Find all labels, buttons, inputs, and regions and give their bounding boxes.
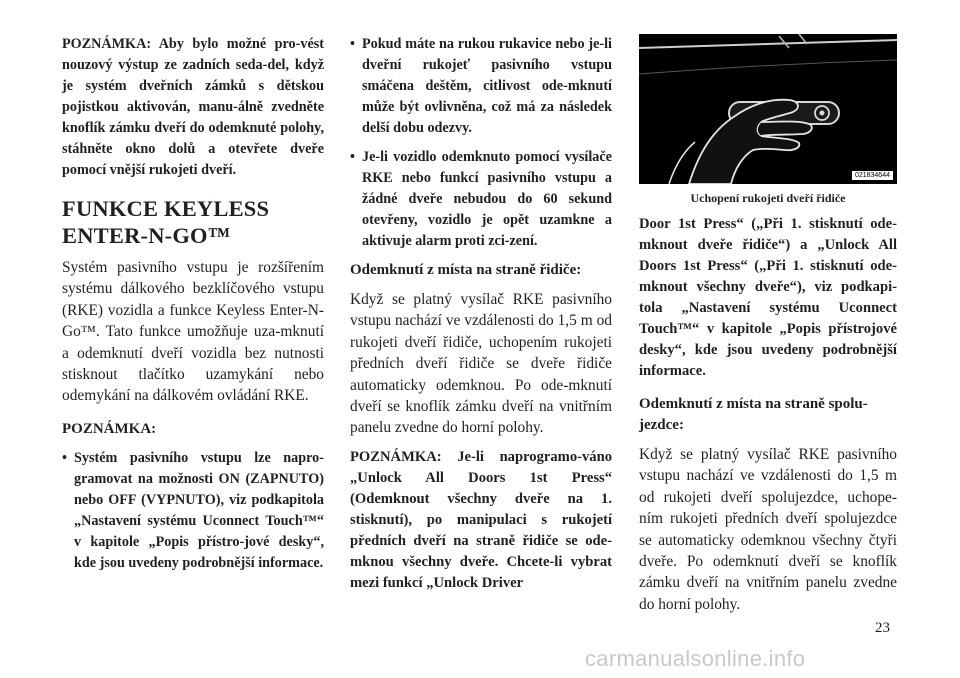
bullet-text: Systém pasivního vstupu lze napro-gramovat na možnosti ON (ZAPNUTO) nebo OFF (VYPNUTO), viz podkapitola „Nastavení systému Uconnect Touch™“ v kapitole „Popis přístro-jové desky“, kde jsou uvedeny podrobnější informace.: [74, 449, 324, 571]
bullet-icon: •: [350, 36, 355, 52]
note-bullets-middle: [350, 34, 612, 252]
subheading-driver-unlock: Odemknutí z místa na straně řidiče:: [350, 262, 582, 278]
column-right: [639, 34, 897, 615]
door-handle-illustration: [639, 34, 897, 184]
subheading-passenger-unlock: Odemknutí z místa na straně spolu-jezdce:: [639, 396, 868, 433]
hand-on-door-handle-icon: [639, 34, 897, 184]
intro-paragraph: Systém pasivního vstupu je rozšířením systému dálkového bezklíčového vstupu (RKE) vozidla a funkce Keyless Enter-N-Go™. Tato funkce umožňuje uza-mknutí a odemknutí dveří vozidla bez nutnosti stisknout tlačítko uzamykání nebo odemykání na dálkovém ovládání RKE.: [62, 259, 324, 405]
passenger-unlock-paragraph: Když se platný vysílač RKE pasivního vstupu nachází ve vzdálenosti do 1,5 m od rukojeti dveří spolujezdce, uchope-ním rukojeti předních dveří spolujezdce se automaticky odemknou všechny čtyři dveře. Po odemknutí dveří se knoflík zámku dveří na vnitřním panelu zvedne do horní polohy.: [639, 446, 897, 613]
note-unlock-all: POZNÁMKA: Je-li naprogramo-váno „Unlock All Doors 1st Press“ (Odemknout všechny dveře na 1. stisknutí), po manipulaci s rukojetí předních dveří na straně řidiče se ode-mknou všechny dveře. Chcete-li vybrat mezi funkcí „Unlock Driver: [350, 448, 612, 591]
bullet-icon: •: [350, 149, 355, 165]
list-item: [350, 147, 612, 252]
column-middle: [350, 34, 612, 594]
figure-code: 021834644: [852, 171, 893, 180]
section-heading-line2: ENTER-N-GO™: [62, 223, 231, 248]
list-item: [350, 34, 612, 139]
note-label: POZNÁMKA:: [62, 420, 157, 437]
note-bullets-left: [62, 448, 324, 574]
driver-unlock-paragraph: Když se platný vysílač RKE pasivního vstupu nachází ve vzdálenosti do 1,5 m od rukojeti dveří řidiče, uchopením rukojeti předních dveří řidiče se dveře řidiče automaticky odemknou. Po ode-mknutí dveří se knoflík zámku dveří na vnitřním panelu zvedne do horní polohy.: [350, 291, 612, 437]
section-heading-line1: FUNKCE KEYLESS: [62, 196, 270, 221]
page-number: 23: [875, 620, 890, 636]
bullet-icon: •: [62, 449, 67, 466]
column-left: [62, 34, 324, 574]
continued-note: Door 1st Press“ („Při 1. stisknutí ode-mknout dveře řidiče“) a „Unlock All Doors 1st Press“ („Při 1. stisknutí ode-mknout všechny dveře“), viz podkapi-tola „Nastavení systému Uconnect Touch™“ v kapitole „Popis přístrojové desky“, kde jsou uvedeny podrobnější informace.: [639, 216, 897, 379]
bullet-text: Je-li vozidlo odemknuto pomocí vysílače RKE nebo funkcí pasivního vstupu a žádné dveře nebudou do 60 sekund otevřeny, vozidlo je opět uzamkne a aktivuje alarm proti zci-zení.: [362, 149, 612, 249]
watermark: carmanualsonline.info: [585, 646, 806, 671]
bullet-text: Pokud máte na rukou rukavice nebo je-li dveřní rukojeť pasivního vstupu smáčena deštěm, citlivost ode-mknutí může být ovlivněna, což má za následek delší dobu odezvy.: [362, 36, 612, 136]
note-child-lock: POZNÁMKA: Aby bylo možné pro-vést nouzový výstup ze zadních seda-del, když je systém dveřních zámků s dětskou pojistkou aktivován, manu-álně zvedněte knoflík zámku dveří do odemknuté polohy, stáhněte okno dolů a otevřete dveře pomocí vnější rukojeti dveří.: [62, 36, 324, 178]
figure-caption: Uchopení rukojeti dveří řidiče: [690, 191, 846, 205]
section-heading: [62, 195, 324, 249]
list-item: [62, 448, 324, 574]
